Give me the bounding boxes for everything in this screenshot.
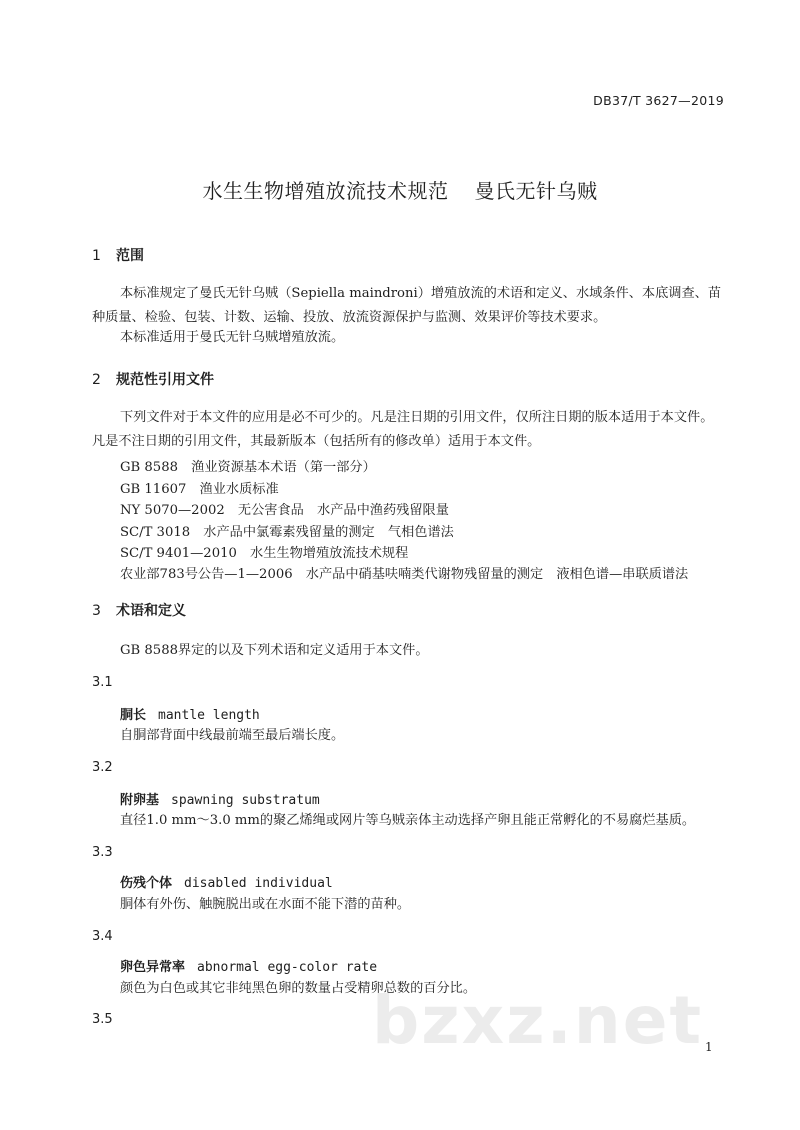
term-definition: 胴体有外伤、触腕脱出或在水面不能下潜的苗种。 (120, 897, 411, 912)
term-entry (120, 704, 260, 723)
term-definition: 自胴部背面中线最前端至最后端长度。 (120, 728, 345, 743)
references-intro: 下列文件对于本文件的应用是必不可少的。凡是注日期的引用文件，仅所注日期的版本适用于本文件。凡是不注日期的引用文件，其最新版本（包括所有的修改单）适用于本文件。 (92, 410, 714, 449)
section-heading-terms (92, 600, 186, 620)
term-number: 3.3 (92, 845, 113, 860)
document-code: DB37/T 3627—2019 (593, 93, 724, 108)
term-chinese: 伤残个体 (120, 876, 173, 891)
term-chinese: 胴长 (120, 708, 147, 723)
term-number: 3.2 (92, 760, 113, 775)
term-chinese: 卵色异常率 (120, 960, 186, 975)
term-number: 3.4 (92, 929, 113, 944)
term-entry (120, 789, 320, 808)
term-english: disabled individual (184, 876, 333, 891)
term-chinese: 附卵基 (120, 793, 160, 808)
section-number: 2 (92, 372, 101, 388)
title-part-2: 曼氏无针乌贼 (474, 179, 598, 203)
term-english: spawning substratum (171, 793, 320, 808)
section-number: 3 (92, 603, 101, 619)
term-entry (120, 956, 377, 975)
term-entry (120, 872, 333, 891)
term-number: 3.1 (92, 675, 113, 690)
reference-item: NY 5070—2002 无公害食品 水产品中渔药残留限量 (120, 503, 449, 518)
section-title: 规范性引用文件 (116, 372, 214, 388)
watermark: bzxz.net (372, 982, 704, 1059)
section-number: 1 (92, 248, 101, 264)
title-part-1: 水生生物增殖放流技术规范 (202, 179, 449, 203)
terms-intro: GB 8588界定的以及下列术语和定义适用于本文件。 (120, 643, 429, 658)
reference-item: SC/T 3018 水产品中氯霉素残留量的测定 气相色谱法 (120, 525, 454, 540)
term-english: mantle length (158, 708, 260, 723)
term-number: 3.5 (92, 1012, 113, 1027)
scope-paragraph-1: 本标准规定了曼氏无针乌贼（Sepiella maindroni）增殖放流的术语和定义、水域条件、本底调查、苗种质量、检验、包装、计数、运输、投放、放流资源保护与监测、效果评价等技术要求。 (92, 286, 722, 325)
document-title (0, 175, 800, 204)
page-number: 1 (705, 1040, 713, 1054)
term-definition: 直径1.0 mm～3.0 mm的聚乙烯绳或网片等乌贼亲体主动选择产卵且能正常孵化的不易腐烂基质。 (120, 813, 696, 828)
reference-item: 农业部783号公告—1—2006 水产品中硝基呋喃类代谢物残留量的测定 液相色谱—串联质谱法 (120, 567, 689, 582)
section-heading-scope (92, 245, 144, 265)
term-english: abnormal egg-color rate (197, 960, 378, 975)
term-definition: 颜色为白色或其它非纯黑色卵的数量占受精卵总数的百分比。 (120, 981, 477, 996)
scope-paragraph-2: 本标准适用于曼氏无针乌贼增殖放流。 (120, 330, 345, 345)
reference-item: SC/T 9401—2010 水生生物增殖放流技术规程 (120, 546, 409, 561)
section-heading-references (92, 369, 214, 389)
section-title: 术语和定义 (116, 603, 186, 619)
reference-item: GB 11607 渔业水质标准 (120, 482, 279, 497)
reference-item: GB 8588 渔业资源基本术语（第一部分） (120, 460, 376, 475)
section-title: 范围 (116, 248, 144, 264)
